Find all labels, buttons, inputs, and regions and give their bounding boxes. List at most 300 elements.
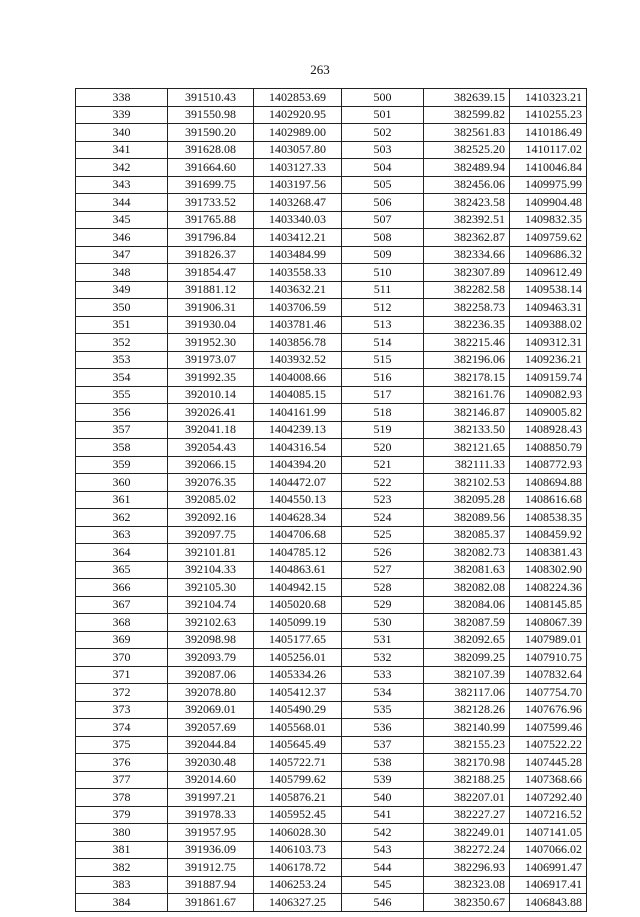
- x-coordinate-cell: 392102.63: [168, 614, 254, 632]
- point-number-cell: 359: [76, 456, 168, 474]
- y-coordinate-cell: 1408850.79: [510, 439, 587, 457]
- point-number-cell: 347: [76, 246, 168, 264]
- x-coordinate-cell: 382111.33: [424, 456, 510, 474]
- y-coordinate-cell: 1403856.78: [254, 334, 342, 352]
- table-row: [76, 316, 587, 334]
- point-number-cell: 527: [342, 561, 424, 579]
- y-coordinate-cell: 1408928.43: [510, 421, 587, 439]
- point-number-cell: 357: [76, 421, 168, 439]
- y-coordinate-cell: 1406028.30: [254, 824, 342, 842]
- y-coordinate-cell: 1406178.72: [254, 859, 342, 877]
- table-row: [76, 334, 587, 352]
- x-coordinate-cell: 392069.01: [168, 701, 254, 719]
- point-number-cell: 530: [342, 614, 424, 632]
- point-number-cell: 522: [342, 474, 424, 492]
- y-coordinate-cell: 1402920.95: [254, 106, 342, 124]
- point-number-cell: 353: [76, 351, 168, 369]
- x-coordinate-cell: 382323.08: [424, 876, 510, 894]
- y-coordinate-cell: 1404628.34: [254, 509, 342, 527]
- y-coordinate-cell: 1402853.69: [254, 89, 342, 107]
- point-number-cell: 364: [76, 544, 168, 562]
- y-coordinate-cell: 1407989.01: [510, 631, 587, 649]
- point-number-cell: 537: [342, 736, 424, 754]
- y-coordinate-cell: 1409388.02: [510, 316, 587, 334]
- y-coordinate-cell: 1403268.47: [254, 194, 342, 212]
- point-number-cell: 340: [76, 124, 168, 142]
- y-coordinate-cell: 1405568.01: [254, 719, 342, 737]
- table-row: [76, 229, 587, 247]
- x-coordinate-cell: 391997.21: [168, 789, 254, 807]
- y-coordinate-cell: 1410323.21: [510, 89, 587, 107]
- point-number-cell: 354: [76, 369, 168, 387]
- x-coordinate-cell: 392104.33: [168, 561, 254, 579]
- y-coordinate-cell: 1405645.49: [254, 736, 342, 754]
- x-coordinate-cell: 382099.25: [424, 649, 510, 667]
- x-coordinate-cell: 391992.35: [168, 369, 254, 387]
- table-row: [76, 631, 587, 649]
- point-number-cell: 505: [342, 176, 424, 194]
- y-coordinate-cell: 1404008.66: [254, 369, 342, 387]
- table-row: [76, 754, 587, 772]
- x-coordinate-cell: 391628.08: [168, 141, 254, 159]
- y-coordinate-cell: 1405722.71: [254, 754, 342, 772]
- point-number-cell: 339: [76, 106, 168, 124]
- x-coordinate-cell: 382207.01: [424, 789, 510, 807]
- y-coordinate-cell: 1407066.02: [510, 841, 587, 859]
- y-coordinate-cell: 1408224.36: [510, 579, 587, 597]
- y-coordinate-cell: 1410186.49: [510, 124, 587, 142]
- x-coordinate-cell: 382334.66: [424, 246, 510, 264]
- point-number-cell: 523: [342, 491, 424, 509]
- table-row: [76, 824, 587, 842]
- point-number-cell: 501: [342, 106, 424, 124]
- x-coordinate-cell: 391973.07: [168, 351, 254, 369]
- point-number-cell: 502: [342, 124, 424, 142]
- x-coordinate-cell: 382085.37: [424, 526, 510, 544]
- point-number-cell: 546: [342, 894, 424, 912]
- x-coordinate-cell: 391590.20: [168, 124, 254, 142]
- table-row: [76, 281, 587, 299]
- point-number-cell: 345: [76, 211, 168, 229]
- table-row: [76, 194, 587, 212]
- y-coordinate-cell: 1407292.40: [510, 789, 587, 807]
- y-coordinate-cell: 1404316.54: [254, 439, 342, 457]
- x-coordinate-cell: 391906.31: [168, 299, 254, 317]
- point-number-cell: 515: [342, 351, 424, 369]
- point-number-cell: 338: [76, 89, 168, 107]
- x-coordinate-cell: 392057.69: [168, 719, 254, 737]
- point-number-cell: 378: [76, 789, 168, 807]
- y-coordinate-cell: 1409463.31: [510, 299, 587, 317]
- y-coordinate-cell: 1403197.56: [254, 176, 342, 194]
- table-row: [76, 141, 587, 159]
- y-coordinate-cell: 1408538.35: [510, 509, 587, 527]
- table-row: [76, 719, 587, 737]
- x-coordinate-cell: 382282.58: [424, 281, 510, 299]
- x-coordinate-cell: 382489.94: [424, 159, 510, 177]
- x-coordinate-cell: 392098.98: [168, 631, 254, 649]
- table-row: [76, 596, 587, 614]
- table-row: [76, 544, 587, 562]
- point-number-cell: 500: [342, 89, 424, 107]
- x-coordinate-cell: 391861.67: [168, 894, 254, 912]
- y-coordinate-cell: 1405256.01: [254, 649, 342, 667]
- x-coordinate-cell: 382307.89: [424, 264, 510, 282]
- y-coordinate-cell: 1403632.21: [254, 281, 342, 299]
- point-number-cell: 541: [342, 806, 424, 824]
- x-coordinate-cell: 392054.43: [168, 439, 254, 457]
- x-coordinate-cell: 382170.98: [424, 754, 510, 772]
- point-number-cell: 513: [342, 316, 424, 334]
- x-coordinate-cell: 382227.27: [424, 806, 510, 824]
- point-number-cell: 504: [342, 159, 424, 177]
- point-number-cell: 349: [76, 281, 168, 299]
- table-row: [76, 894, 587, 912]
- point-number-cell: 382: [76, 859, 168, 877]
- y-coordinate-cell: 1406103.73: [254, 841, 342, 859]
- table-row: [76, 246, 587, 264]
- x-coordinate-cell: 382121.65: [424, 439, 510, 457]
- x-coordinate-cell: 392076.35: [168, 474, 254, 492]
- point-number-cell: 346: [76, 229, 168, 247]
- x-coordinate-cell: 382081.63: [424, 561, 510, 579]
- x-coordinate-cell: 382456.06: [424, 176, 510, 194]
- y-coordinate-cell: 1403057.80: [254, 141, 342, 159]
- y-coordinate-cell: 1409975.99: [510, 176, 587, 194]
- point-number-cell: 360: [76, 474, 168, 492]
- point-number-cell: 507: [342, 211, 424, 229]
- point-number-cell: 529: [342, 596, 424, 614]
- point-number-cell: 363: [76, 526, 168, 544]
- point-number-cell: 545: [342, 876, 424, 894]
- point-number-cell: 381: [76, 841, 168, 859]
- y-coordinate-cell: 1407445.28: [510, 754, 587, 772]
- y-coordinate-cell: 1409159.74: [510, 369, 587, 387]
- x-coordinate-cell: 382272.24: [424, 841, 510, 859]
- y-coordinate-cell: 1406843.88: [510, 894, 587, 912]
- table-row: [76, 351, 587, 369]
- table-row: [76, 526, 587, 544]
- x-coordinate-cell: 391887.94: [168, 876, 254, 894]
- point-number-cell: 352: [76, 334, 168, 352]
- point-number-cell: 342: [76, 159, 168, 177]
- table-row: [76, 211, 587, 229]
- table-row: [76, 456, 587, 474]
- table-row: [76, 89, 587, 107]
- y-coordinate-cell: 1408616.68: [510, 491, 587, 509]
- y-coordinate-cell: 1405952.45: [254, 806, 342, 824]
- point-number-cell: 525: [342, 526, 424, 544]
- coordinates-table: [75, 88, 587, 912]
- point-number-cell: 512: [342, 299, 424, 317]
- table-row: [76, 176, 587, 194]
- point-number-cell: 519: [342, 421, 424, 439]
- x-coordinate-cell: 382258.73: [424, 299, 510, 317]
- point-number-cell: 536: [342, 719, 424, 737]
- point-number-cell: 514: [342, 334, 424, 352]
- x-coordinate-cell: 391826.37: [168, 246, 254, 264]
- x-coordinate-cell: 391936.09: [168, 841, 254, 859]
- x-coordinate-cell: 382561.83: [424, 124, 510, 142]
- y-coordinate-cell: 1407368.66: [510, 771, 587, 789]
- table-row: [76, 859, 587, 877]
- point-number-cell: 365: [76, 561, 168, 579]
- coordinates-table-body: [76, 89, 587, 912]
- x-coordinate-cell: 392044.84: [168, 736, 254, 754]
- point-number-cell: 528: [342, 579, 424, 597]
- y-coordinate-cell: 1408067.39: [510, 614, 587, 632]
- y-coordinate-cell: 1407910.75: [510, 649, 587, 667]
- y-coordinate-cell: 1404942.15: [254, 579, 342, 597]
- point-number-cell: 543: [342, 841, 424, 859]
- y-coordinate-cell: 1404239.13: [254, 421, 342, 439]
- x-coordinate-cell: 382178.15: [424, 369, 510, 387]
- table-row: [76, 404, 587, 422]
- y-coordinate-cell: 1406917.41: [510, 876, 587, 894]
- x-coordinate-cell: 391930.04: [168, 316, 254, 334]
- x-coordinate-cell: 382525.20: [424, 141, 510, 159]
- x-coordinate-cell: 382350.67: [424, 894, 510, 912]
- y-coordinate-cell: 1403484.99: [254, 246, 342, 264]
- x-coordinate-cell: 392078.80: [168, 684, 254, 702]
- point-number-cell: 535: [342, 701, 424, 719]
- page-number: 263: [310, 62, 330, 77]
- point-number-cell: 380: [76, 824, 168, 842]
- point-number-cell: 367: [76, 596, 168, 614]
- x-coordinate-cell: 391510.43: [168, 89, 254, 107]
- x-coordinate-cell: 382128.26: [424, 701, 510, 719]
- point-number-cell: 534: [342, 684, 424, 702]
- table-row: [76, 649, 587, 667]
- x-coordinate-cell: 392101.81: [168, 544, 254, 562]
- y-coordinate-cell: 1405177.65: [254, 631, 342, 649]
- y-coordinate-cell: 1409236.21: [510, 351, 587, 369]
- point-number-cell: 369: [76, 631, 168, 649]
- x-coordinate-cell: 382082.08: [424, 579, 510, 597]
- x-coordinate-cell: 382117.06: [424, 684, 510, 702]
- table-row: [76, 806, 587, 824]
- y-coordinate-cell: 1407599.46: [510, 719, 587, 737]
- y-coordinate-cell: 1403412.21: [254, 229, 342, 247]
- point-number-cell: 358: [76, 439, 168, 457]
- x-coordinate-cell: 382133.50: [424, 421, 510, 439]
- y-coordinate-cell: 1407216.52: [510, 806, 587, 824]
- x-coordinate-cell: 392093.79: [168, 649, 254, 667]
- y-coordinate-cell: 1404085.15: [254, 386, 342, 404]
- y-coordinate-cell: 1410117.02: [510, 141, 587, 159]
- x-coordinate-cell: 392014.60: [168, 771, 254, 789]
- x-coordinate-cell: 382095.28: [424, 491, 510, 509]
- y-coordinate-cell: 1405412.37: [254, 684, 342, 702]
- table-row: [76, 771, 587, 789]
- y-coordinate-cell: 1403706.59: [254, 299, 342, 317]
- y-coordinate-cell: 1409612.49: [510, 264, 587, 282]
- point-number-cell: 374: [76, 719, 168, 737]
- y-coordinate-cell: 1408772.93: [510, 456, 587, 474]
- point-number-cell: 517: [342, 386, 424, 404]
- table-row: [76, 386, 587, 404]
- point-number-cell: 524: [342, 509, 424, 527]
- x-coordinate-cell: 392092.16: [168, 509, 254, 527]
- y-coordinate-cell: 1404472.07: [254, 474, 342, 492]
- table-row: [76, 124, 587, 142]
- table-row: [76, 701, 587, 719]
- y-coordinate-cell: 1403127.33: [254, 159, 342, 177]
- point-number-cell: 377: [76, 771, 168, 789]
- x-coordinate-cell: 382188.25: [424, 771, 510, 789]
- y-coordinate-cell: 1404550.13: [254, 491, 342, 509]
- x-coordinate-cell: 391699.75: [168, 176, 254, 194]
- table-row: [76, 614, 587, 632]
- y-coordinate-cell: 1404863.61: [254, 561, 342, 579]
- y-coordinate-cell: 1407522.22: [510, 736, 587, 754]
- table-row: [76, 736, 587, 754]
- y-coordinate-cell: 1404706.68: [254, 526, 342, 544]
- x-coordinate-cell: 392041.18: [168, 421, 254, 439]
- point-number-cell: 371: [76, 666, 168, 684]
- x-coordinate-cell: 382082.73: [424, 544, 510, 562]
- y-coordinate-cell: 1405020.68: [254, 596, 342, 614]
- x-coordinate-cell: 392104.74: [168, 596, 254, 614]
- table-row: [76, 474, 587, 492]
- x-coordinate-cell: 382215.46: [424, 334, 510, 352]
- x-coordinate-cell: 382362.87: [424, 229, 510, 247]
- y-coordinate-cell: 1409759.62: [510, 229, 587, 247]
- point-number-cell: 379: [76, 806, 168, 824]
- y-coordinate-cell: 1407832.64: [510, 666, 587, 684]
- y-coordinate-cell: 1403781.46: [254, 316, 342, 334]
- x-coordinate-cell: 391765.88: [168, 211, 254, 229]
- y-coordinate-cell: 1409312.31: [510, 334, 587, 352]
- x-coordinate-cell: 392097.75: [168, 526, 254, 544]
- point-number-cell: 526: [342, 544, 424, 562]
- point-number-cell: 542: [342, 824, 424, 842]
- x-coordinate-cell: 391733.52: [168, 194, 254, 212]
- x-coordinate-cell: 391796.84: [168, 229, 254, 247]
- table-row: [76, 561, 587, 579]
- point-number-cell: 516: [342, 369, 424, 387]
- y-coordinate-cell: 1409832.35: [510, 211, 587, 229]
- point-number-cell: 510: [342, 264, 424, 282]
- table-row: [76, 421, 587, 439]
- x-coordinate-cell: 382423.58: [424, 194, 510, 212]
- point-number-cell: 361: [76, 491, 168, 509]
- y-coordinate-cell: 1405490.29: [254, 701, 342, 719]
- y-coordinate-cell: 1410255.23: [510, 106, 587, 124]
- point-number-cell: 375: [76, 736, 168, 754]
- x-coordinate-cell: 382084.06: [424, 596, 510, 614]
- x-coordinate-cell: 391854.47: [168, 264, 254, 282]
- table-row: [76, 369, 587, 387]
- x-coordinate-cell: 382161.76: [424, 386, 510, 404]
- x-coordinate-cell: 391550.98: [168, 106, 254, 124]
- table-row: [76, 841, 587, 859]
- y-coordinate-cell: 1409082.93: [510, 386, 587, 404]
- y-coordinate-cell: 1406327.25: [254, 894, 342, 912]
- y-coordinate-cell: 1406253.24: [254, 876, 342, 894]
- x-coordinate-cell: 382392.51: [424, 211, 510, 229]
- point-number-cell: 362: [76, 509, 168, 527]
- point-number-cell: 372: [76, 684, 168, 702]
- x-coordinate-cell: 391664.60: [168, 159, 254, 177]
- y-coordinate-cell: 1404785.12: [254, 544, 342, 562]
- y-coordinate-cell: 1409904.48: [510, 194, 587, 212]
- point-number-cell: 373: [76, 701, 168, 719]
- x-coordinate-cell: 392105.30: [168, 579, 254, 597]
- y-coordinate-cell: 1410046.84: [510, 159, 587, 177]
- y-coordinate-cell: 1409686.32: [510, 246, 587, 264]
- point-number-cell: 341: [76, 141, 168, 159]
- y-coordinate-cell: 1405099.19: [254, 614, 342, 632]
- y-coordinate-cell: 1405334.26: [254, 666, 342, 684]
- x-coordinate-cell: 382639.15: [424, 89, 510, 107]
- x-coordinate-cell: 392030.48: [168, 754, 254, 772]
- table-row: [76, 264, 587, 282]
- table-row: [76, 509, 587, 527]
- y-coordinate-cell: 1408381.43: [510, 544, 587, 562]
- point-number-cell: 509: [342, 246, 424, 264]
- x-coordinate-cell: 391952.30: [168, 334, 254, 352]
- x-coordinate-cell: 382599.82: [424, 106, 510, 124]
- x-coordinate-cell: 382155.23: [424, 736, 510, 754]
- x-coordinate-cell: 392085.02: [168, 491, 254, 509]
- point-number-cell: 506: [342, 194, 424, 212]
- table-row: [76, 106, 587, 124]
- y-coordinate-cell: 1409538.14: [510, 281, 587, 299]
- x-coordinate-cell: 382296.93: [424, 859, 510, 877]
- y-coordinate-cell: 1408302.90: [510, 561, 587, 579]
- point-number-cell: 343: [76, 176, 168, 194]
- point-number-cell: 521: [342, 456, 424, 474]
- table-row: [76, 299, 587, 317]
- y-coordinate-cell: 1407676.96: [510, 701, 587, 719]
- point-number-cell: 351: [76, 316, 168, 334]
- point-number-cell: 540: [342, 789, 424, 807]
- x-coordinate-cell: 391978.33: [168, 806, 254, 824]
- point-number-cell: 539: [342, 771, 424, 789]
- y-coordinate-cell: 1405799.62: [254, 771, 342, 789]
- table-row: [76, 579, 587, 597]
- x-coordinate-cell: 392066.15: [168, 456, 254, 474]
- y-coordinate-cell: 1405876.21: [254, 789, 342, 807]
- x-coordinate-cell: 392010.14: [168, 386, 254, 404]
- x-coordinate-cell: 382092.65: [424, 631, 510, 649]
- table-row: [76, 789, 587, 807]
- table-row: [76, 159, 587, 177]
- x-coordinate-cell: 382087.59: [424, 614, 510, 632]
- point-number-cell: 366: [76, 579, 168, 597]
- y-coordinate-cell: 1407754.70: [510, 684, 587, 702]
- y-coordinate-cell: 1407141.05: [510, 824, 587, 842]
- x-coordinate-cell: 382140.99: [424, 719, 510, 737]
- y-coordinate-cell: 1404394.20: [254, 456, 342, 474]
- x-coordinate-cell: 391957.95: [168, 824, 254, 842]
- point-number-cell: 520: [342, 439, 424, 457]
- table-row: [76, 491, 587, 509]
- point-number-cell: 368: [76, 614, 168, 632]
- point-number-cell: 355: [76, 386, 168, 404]
- x-coordinate-cell: 382107.39: [424, 666, 510, 684]
- x-coordinate-cell: 391881.12: [168, 281, 254, 299]
- point-number-cell: 383: [76, 876, 168, 894]
- point-number-cell: 533: [342, 666, 424, 684]
- x-coordinate-cell: 382249.01: [424, 824, 510, 842]
- x-coordinate-cell: 382102.53: [424, 474, 510, 492]
- y-coordinate-cell: 1403558.33: [254, 264, 342, 282]
- point-number-cell: 544: [342, 859, 424, 877]
- point-number-cell: 538: [342, 754, 424, 772]
- point-number-cell: 532: [342, 649, 424, 667]
